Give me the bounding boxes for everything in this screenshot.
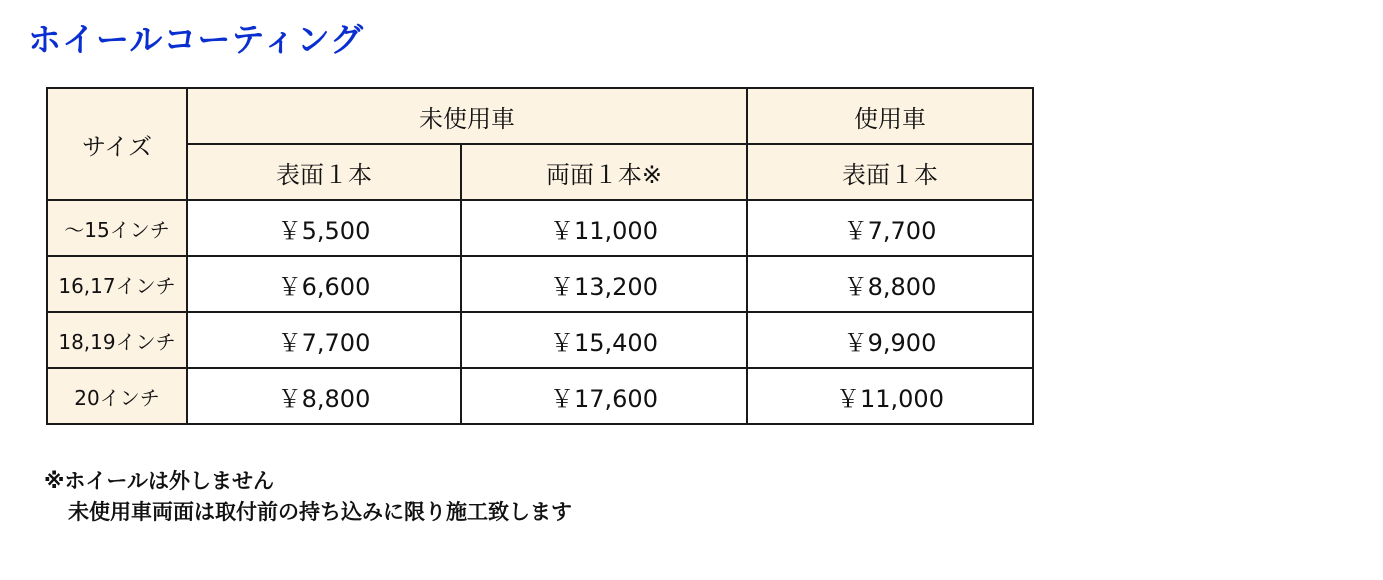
price-cell: ￥9,900 [747,312,1033,368]
price-cell: ￥13,200 [461,256,747,312]
price-cell: ￥7,700 [187,312,461,368]
table-header-row [47,88,1033,144]
price-cell: ￥11,000 [747,368,1033,424]
price-cell: ￥7,700 [747,200,1033,256]
size-cell: 18,19インチ [47,312,187,368]
unused-car-header: 未使用車 [187,88,747,144]
page-title: ホイールコーティング [28,20,365,59]
table-row [47,312,1033,368]
price-cell: ￥5,500 [187,200,461,256]
note-line-1: ※ホイールは外しません [44,469,274,493]
table-row [47,368,1033,424]
price-cell: ￥11,000 [461,200,747,256]
size-cell: 16,17インチ [47,256,187,312]
unused-both-header: 両面１本※ [461,144,747,200]
used-car-header: 使用車 [747,88,1033,144]
used-front-header: 表面１本 [747,144,1033,200]
table-row [47,256,1033,312]
size-cell: ～15インチ [47,200,187,256]
table-subheader-row [47,144,1033,200]
notes [44,466,572,528]
price-cell: ￥8,800 [747,256,1033,312]
table-row [47,200,1033,256]
price-table [46,87,1034,425]
price-cell: ￥15,400 [461,312,747,368]
note-line-2: 未使用車両面は取付前の持ち込みに限り施工致します [68,500,572,524]
unused-front-header: 表面１本 [187,144,461,200]
price-cell: ￥6,600 [187,256,461,312]
price-cell: ￥17,600 [461,368,747,424]
size-header: サイズ [47,88,187,200]
size-cell: 20インチ [47,368,187,424]
price-cell: ￥8,800 [187,368,461,424]
